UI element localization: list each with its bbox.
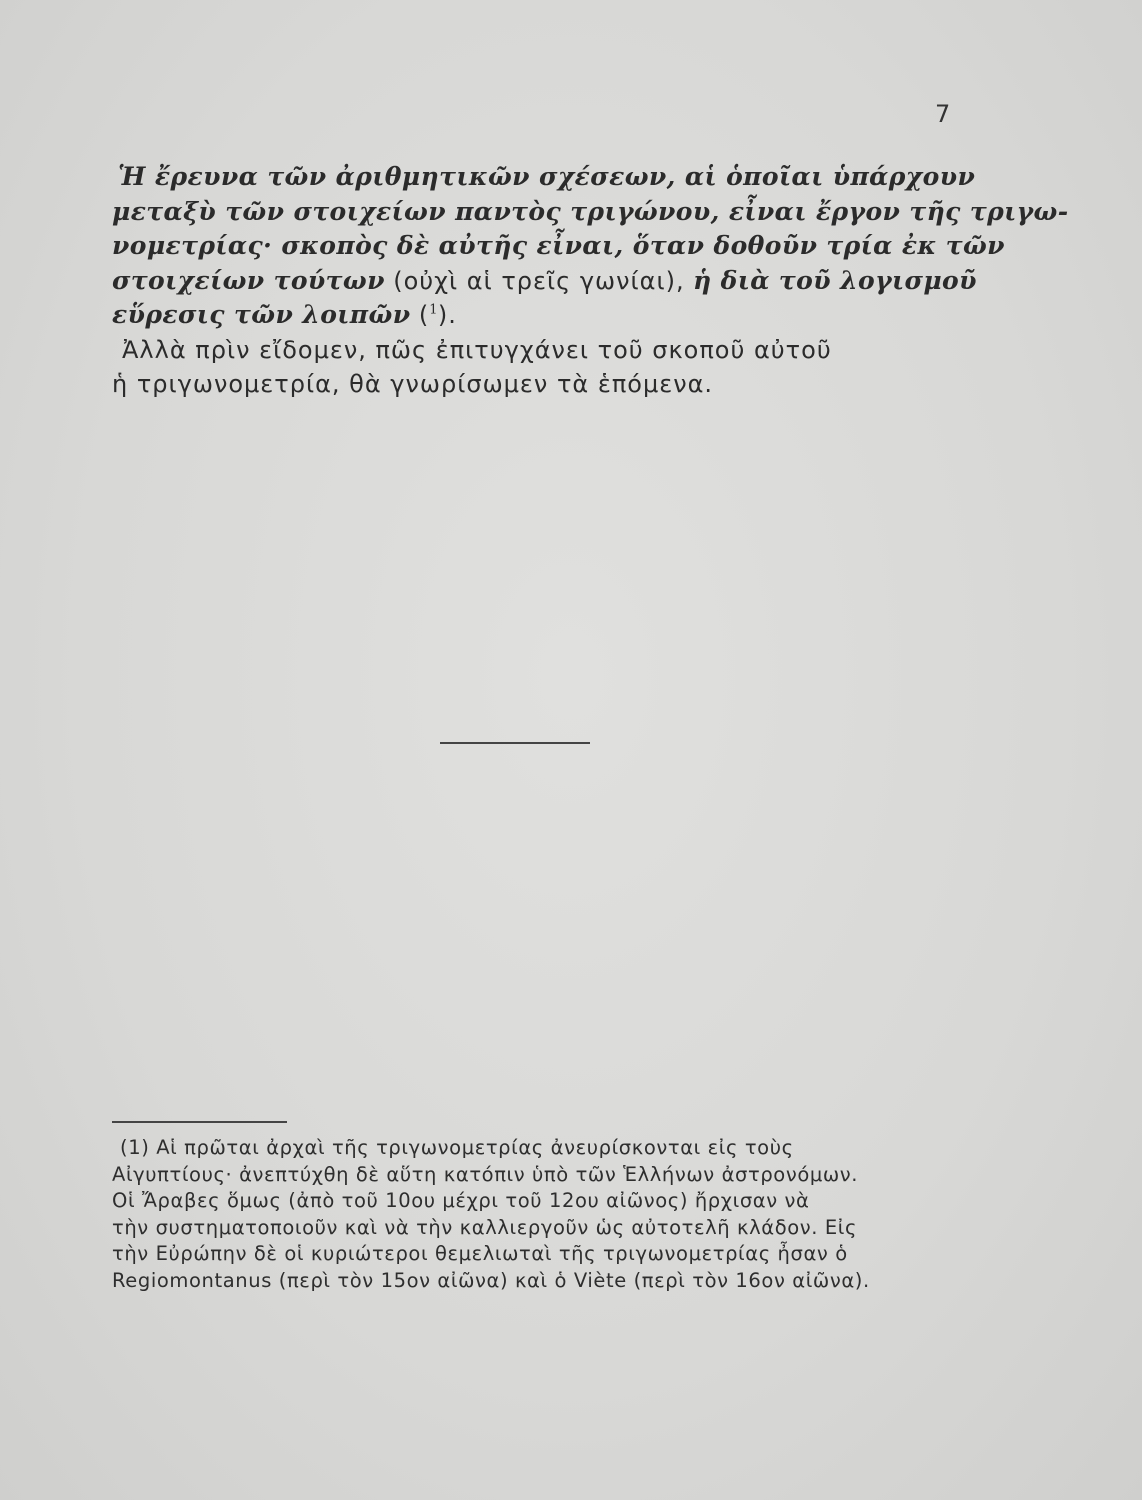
text-segment: στοιχείων τούτων [112, 265, 385, 295]
page-number: 7 [935, 100, 951, 128]
main-text [112, 160, 1069, 402]
text-segment: (οὐχὶ αἱ τρεῖς γωνίαι), [393, 266, 685, 295]
text-line: ἡ τριγωνομετρία, θὰ γνωρίσωμεν τὰ ἑπόμενα. [112, 370, 714, 398]
text-line: Ἡ ἔρευνα τῶν ἀριθμητικῶν σχέσεων, αἱ ὁποῖαι ὑπάρχουν [118, 162, 976, 191]
section-divider [440, 742, 590, 744]
footnote-line: Οἱ Ἄραβες ὅμως (ἀπὸ τοῦ 10ου μέχρι τοῦ 12ου αἰῶνος) ἤρχισαν νὰ [112, 1189, 810, 1212]
footnote-reference: 1 [429, 302, 438, 318]
footnote-line: τὴν Εὐρώπην δὲ οἱ κυριώτεροι θεμελιωταὶ τῆς τριγωνομετρίας ἦσαν ὁ [112, 1242, 848, 1265]
text-line: Ἀλλὰ πρὶν εἴδομεν, πῶς ἐπιτυγχάνει τοῦ σκοποῦ αὐτοῦ [122, 335, 832, 364]
footnote-line: τὴν συστηματοποιοῦν καὶ νὰ τὴν καλλιεργοῦν ὡς αὐτοτελῆ κλάδον. Εἰς [112, 1215, 858, 1239]
text-line: μεταξὺ τῶν στοιχείων παντὸς τριγώνου, εἶναι ἔργον τῆς τριγω- [112, 196, 1069, 226]
footnote [112, 1135, 967, 1294]
footnote-line: (1) Αἱ πρῶται ἀρχαὶ τῆς τριγωνομετρίας ἀνευρίσκονται εἰς τοὺς [120, 1136, 794, 1159]
text-line [112, 298, 962, 333]
footnote-line: Αἰγυπτίους· ἀνεπτύχθη δὲ αὕτη κατόπιν ὑπὸ τῶν Ἑλλήνων ἀστρονόμων. [112, 1162, 859, 1186]
text-line: νομετρίας· σκοπὸς δὲ αὐτῆς εἶναι, ὅταν δοθοῦν τρία ἐκ τῶν [112, 231, 1005, 260]
footnote-marker-close: ). [437, 301, 457, 329]
footnote-marker-open: ( [418, 301, 430, 329]
footnote-line: Regiomontanus (περὶ τὸν 15ον αἰῶνα) καὶ ὁ Viète (περὶ τὸν 16ον αἰῶνα). [112, 1268, 870, 1292]
text-segment: εὕρεσις τῶν λοιπῶν [112, 300, 411, 329]
text-segment: ἡ διὰ τοῦ λογισμοῦ [692, 265, 977, 295]
footnote-divider [112, 1121, 287, 1123]
text-line [112, 264, 977, 299]
